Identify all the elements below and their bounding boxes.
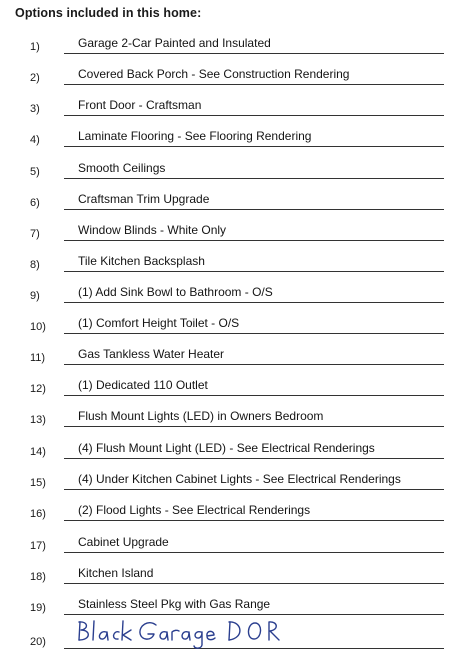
item-number: 5): [30, 166, 40, 178]
item-number: 18): [30, 571, 46, 583]
item-number: 8): [30, 259, 40, 271]
list-item: [0, 220, 460, 242]
item-text: Tile Kitchen Backsplash: [78, 254, 205, 268]
list-item: [0, 64, 460, 86]
fill-line: [64, 333, 444, 334]
item-number: 3): [30, 103, 40, 115]
item-number: 16): [30, 508, 46, 520]
fill-line: [64, 240, 444, 241]
list-item: [0, 95, 460, 117]
item-text: Covered Back Porch - See Construction Rendering: [78, 67, 350, 81]
item-text: Garage 2-Car Painted and Insulated: [78, 36, 271, 50]
fill-line: [64, 552, 444, 553]
item-number: 7): [30, 228, 40, 240]
list-item: [0, 438, 460, 460]
item-number: 1): [30, 41, 40, 53]
fill-line: [64, 520, 444, 521]
list-item: [0, 563, 460, 585]
item-number: 2): [30, 72, 40, 84]
item-text: (1) Add Sink Bowl to Bathroom - O/S: [78, 285, 273, 299]
list-item: [0, 33, 460, 55]
item-text: Window Blinds - White Only: [78, 223, 227, 237]
item-number: 11): [30, 352, 46, 364]
fill-line: [64, 271, 444, 272]
list-item: [0, 126, 460, 148]
item-number: 12): [30, 383, 46, 395]
fill-line: [64, 178, 444, 179]
item-number: 15): [30, 477, 46, 489]
item-number: 13): [30, 414, 46, 426]
list-item: [0, 406, 460, 428]
item-text: (4) Flush Mount Light (LED) - See Electrical Renderings: [78, 441, 375, 455]
list-item: [0, 313, 460, 335]
list-item: [0, 594, 460, 616]
fill-line: [64, 115, 444, 116]
item-text: Kitchen Island: [78, 566, 154, 580]
item-text: Front Door - Craftsman: [78, 98, 202, 112]
list-item: [0, 282, 460, 304]
item-text: Laminate Flooring - See Flooring Rendering: [78, 129, 312, 143]
fill-line: [64, 146, 444, 147]
list-item: [0, 158, 460, 180]
list-item: [0, 344, 460, 366]
item-number: 19): [30, 602, 46, 614]
item-text: Cabinet Upgrade: [78, 535, 169, 549]
list-item: [0, 375, 460, 397]
item-text: (2) Flood Lights - See Electrical Renderings: [78, 503, 311, 517]
fill-line: [64, 364, 444, 365]
item-text: Smooth Ceilings: [78, 161, 166, 175]
fill-line: [64, 583, 444, 584]
fill-line: [64, 614, 444, 615]
item-number: 20): [30, 636, 46, 648]
item-text: Stainless Steel Pkg with Gas Range: [78, 597, 271, 611]
list-item: [0, 628, 460, 650]
item-number: 9): [30, 290, 40, 302]
list-item: [0, 189, 460, 211]
item-number: 14): [30, 446, 46, 458]
item-number: 10): [30, 321, 46, 333]
fill-line: [64, 489, 444, 490]
fill-line: [64, 458, 444, 459]
fill-line: [64, 395, 444, 396]
list-item: [0, 500, 460, 522]
handwritten-entry: [70, 616, 290, 650]
fill-line: [64, 302, 444, 303]
item-text: Craftsman Trim Upgrade: [78, 192, 210, 206]
item-text: Flush Mount Lights (LED) in Owners Bedroom: [78, 409, 324, 423]
fill-line: [64, 426, 444, 427]
page-title: Options included in this home:: [15, 6, 202, 20]
fill-line: [64, 209, 444, 210]
list-item: [0, 469, 460, 491]
item-text: (1) Dedicated 110 Outlet: [78, 378, 208, 392]
list-item: [0, 532, 460, 554]
item-text: (1) Comfort Height Toilet - O/S: [78, 316, 240, 330]
item-number: 6): [30, 197, 40, 209]
fill-line: [64, 53, 444, 54]
item-number: 17): [30, 540, 46, 552]
item-text: Gas Tankless Water Heater: [78, 347, 225, 361]
item-number: 4): [30, 134, 40, 146]
fill-line: [64, 84, 444, 85]
item-text: (4) Under Kitchen Cabinet Lights - See Electrical Renderings: [78, 472, 401, 486]
list-item: [0, 251, 460, 273]
